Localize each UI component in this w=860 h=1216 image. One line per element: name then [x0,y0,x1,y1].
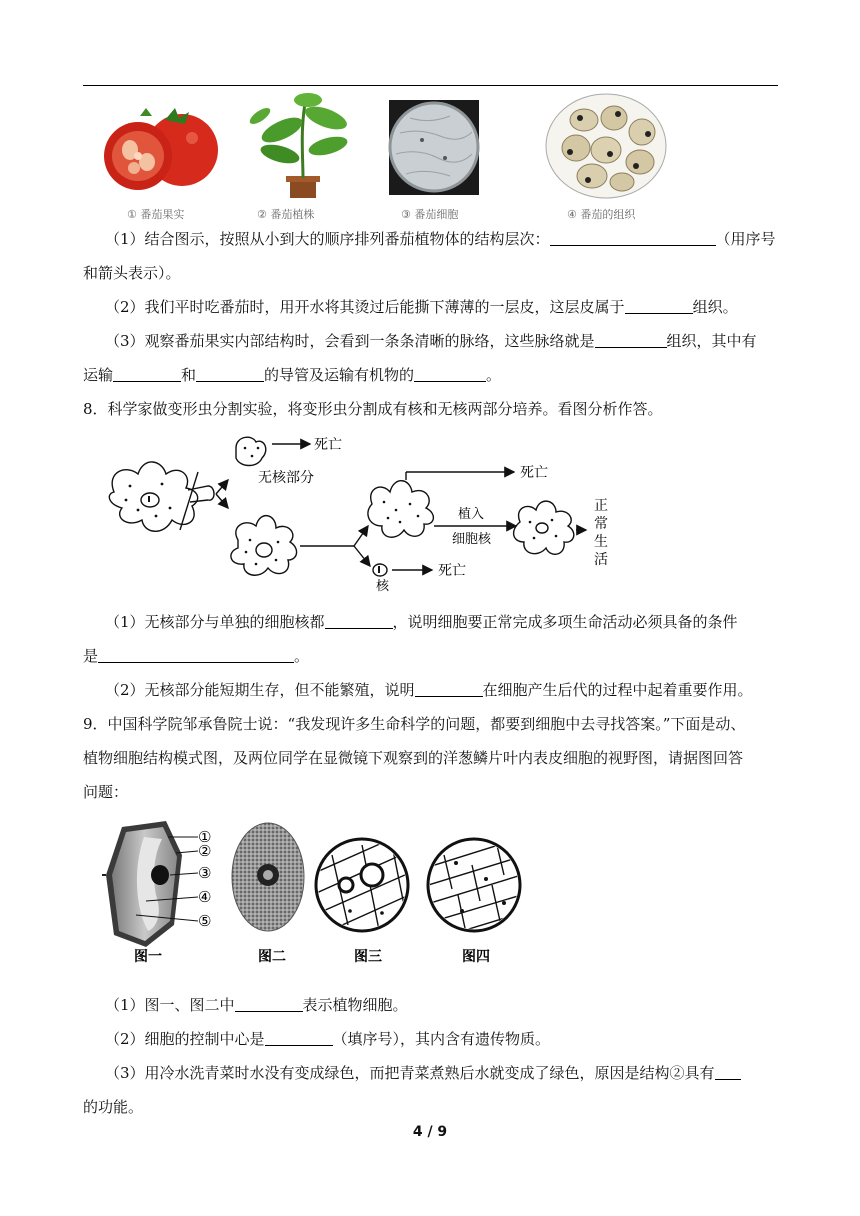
q9-part1: （1）图一、图二中 表示植物细胞。 [105,996,408,1014]
q7-part1-line1: （1）结合图示，按照从小到大的顺序排列番茄植物体的结构层次： （用序号 [105,230,776,248]
microscope-view-3 [310,835,420,945]
caption-tomato-plant: ② 番茄植株 [257,208,315,221]
label-death-1: 死亡 [314,437,342,453]
label-figure-3: 图三 [354,949,382,965]
q8-stem: 8．科学家做变形虫分割实验，将变形虫分割成有核和无核两部分培养。看图分析作答。 [83,400,663,418]
q8-part1-line2: 是 。 [83,647,310,665]
q8-answer-blank-3[interactable] [415,681,483,697]
label-no-nucleus-part: 无核部分 [258,470,314,486]
amoeba-experiment-figure [100,430,620,595]
no-nucleus-fragment [236,437,266,465]
animal-cell-diagram [232,823,304,931]
q9-part3-line1: （3）用冷水洗青菜时水没有变成绿色，而把青菜煮熟后水就变成了绿色，原因是结构②具有 [105,1063,741,1083]
label-implant: 植入 [458,507,485,522]
marker-1: ① [198,828,212,846]
q7-part3-line1: （3）观察番茄果实内部结构时，会看到一条条清晰的脉络，这些脉络就是 组织，其中有 [105,332,757,350]
marker-2: ② [198,842,212,860]
label-figure-1: 图一 [134,949,162,965]
label-normal-life-2: 常 [594,516,608,532]
label-normal-life-4: 活 [594,552,608,568]
label-nucleus: 核 [376,579,390,594]
q8-part1-line1: （1）无核部分与单独的细胞核都 ，说明细胞要正常完成多项生命活动必须具备的条件 [105,613,738,631]
q9-answer-blank-1[interactable] [235,996,303,1012]
tomato-fruit-image [104,108,218,190]
q9-answer-blank-3[interactable] [715,1064,741,1080]
tomato-figure [100,88,670,204]
q9-stem-line2: 植物细胞结构模式图，及两位同学在显微镜下观察到的洋葱鳞片叶内表皮细胞的视野图，请据图回答 [83,749,744,767]
q7-part1-line2: 和箭头表示）。 [83,264,181,282]
q9-part2: （2）细胞的控制中心是 （填序号），其内含有遗传物质。 [105,1030,551,1048]
caption-tomato-cell: ③ 番茄细胞 [401,208,459,221]
label-figure-4: 图四 [462,949,490,965]
q7-answer-blank-6[interactable] [414,366,486,382]
tomato-tissue-image [546,94,666,198]
q9-stem-line1: 9．中国科学院邹承鲁院士说：“我发现许多生命科学的问题，都要到细胞中去寻找答案。”下面是动、 [83,715,746,733]
caption-tomato-fruit: ① 番茄果实 [127,208,185,221]
q7-answer-blank-4[interactable] [113,366,181,382]
microscope-view-4 [422,837,528,939]
nucleated-amoeba [231,516,297,576]
label-normal-life-1: 正 [594,498,608,514]
label-death-2: 死亡 [520,465,548,481]
label-nucleus-implant: 细胞核 [452,532,492,547]
recovered-amoeba [514,501,574,554]
q8-part2: （2）无核部分能短期生存，但不能繁殖，说明 在细胞产生后代的过程中起着重要作用。 [105,681,753,699]
q8-answer-blank-1[interactable] [325,613,393,629]
marker-5: ⑤ [198,912,212,930]
page-number: 4 / 9 [412,1124,448,1140]
q8-answer-blank-2[interactable] [98,647,294,663]
original-amoeba [109,462,197,531]
cell-structure-figure [100,815,530,965]
marker-4: ④ [198,888,212,906]
q7-answer-blank-1[interactable] [550,230,716,246]
q9-stem-line3: 问题： [83,783,129,801]
label-figure-2: 图二 [258,949,286,965]
caption-tomato-tissue: ④ 番茄的组织 [567,208,636,221]
q7-part2: （2）我们平时吃番茄时，用开水将其烫过后能撕下薄薄的一层皮，这层皮属于 组织。 [105,298,738,316]
tomato-cell-image [389,100,479,195]
header-rule [83,85,778,86]
label-death-3: 死亡 [438,563,466,579]
tomato-plant-image [247,93,349,198]
q9-part3-line2: 的功能。 [83,1098,144,1116]
q7-answer-blank-3[interactable] [595,332,667,348]
marker-3: ③ [198,864,212,882]
q9-answer-blank-2[interactable] [265,1030,333,1046]
label-normal-life-3: 生 [594,534,608,550]
q7-answer-blank-2[interactable] [625,298,693,314]
plant-cell-diagram [102,821,182,947]
enucleated-amoeba [368,481,433,538]
q7-part3-line2: 运输 和 的导管及运输有机物的 。 [83,366,502,384]
q7-answer-blank-5[interactable] [196,366,264,382]
